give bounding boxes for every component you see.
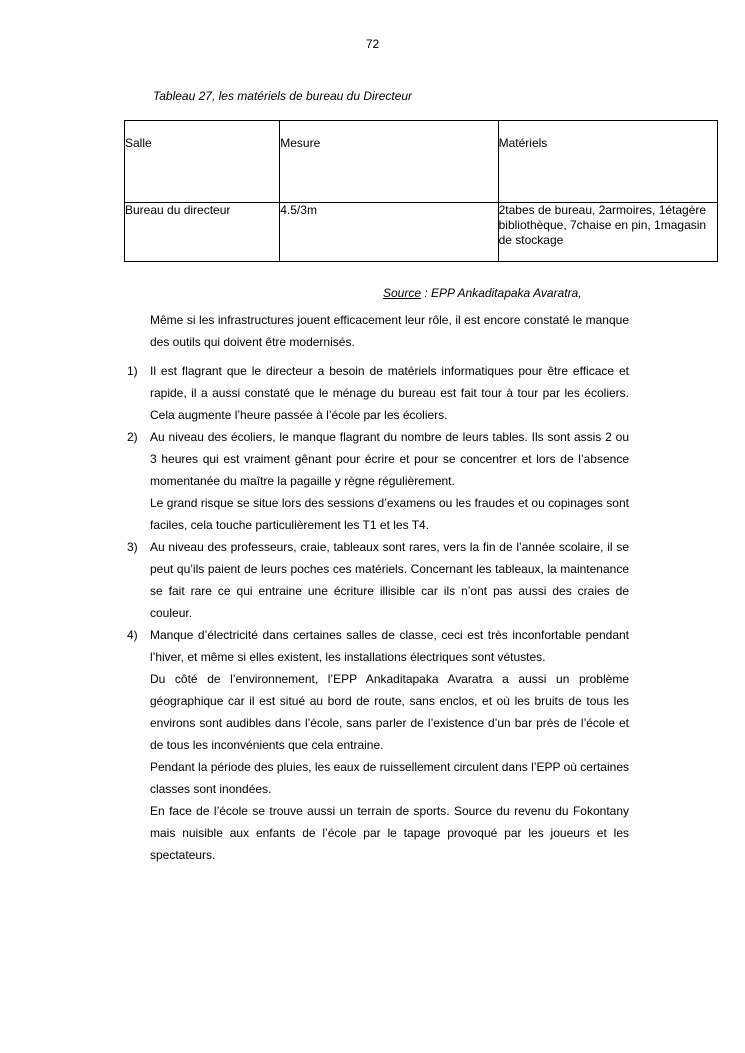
intro-paragraph: Même si les infrastructures jouent efficacement leur rôle, il est encore constaté le manque des outils qui doivent être modernisés. — [150, 313, 629, 349]
list-item — [0, 536, 629, 624]
source-label: Source — [383, 286, 422, 300]
list-paragraph: Au niveau des professeurs, craie, tableaux sont rares, vers la fin de l’année scolaire, il se peut qu’ils paient de leurs poches ces matériels. Concernant les tableaux, la maintenance se fait rare ce qui entraine une écriture illisible car ils n’ont pas aussi des craies de couleur. — [150, 540, 629, 620]
list-number: 3) — [127, 540, 138, 554]
page-number: 72 — [365, 37, 380, 51]
list-paragraph: Le grand risque se situe lors des sessions d’examens ou les fraudes et ou copinages sont faciles, cela touche particulièrement les T1 et les T4. — [150, 496, 629, 532]
list-paragraph: Pendant la période des pluies, les eaux de ruissellement circulent dans l’EPP où certaines classes sont inondées. — [150, 760, 629, 796]
header-materiels — [498, 121, 717, 203]
list-number: 4) — [127, 628, 138, 642]
header-mesure-label: Mesure — [280, 136, 321, 150]
final-paragraph: En face de l’école se trouve aussi un terrain de sports. Source du revenu du Fokontany mais nuisible aux enfants de l’école par le tapage provoqué par les joueurs et les spectateurs. — [150, 804, 629, 862]
cell-salle: Bureau du directeur — [125, 203, 280, 262]
cell-mesure: 4.5/3m — [280, 203, 498, 262]
table-header-row — [125, 121, 718, 203]
list-item — [0, 624, 629, 800]
list-paragraph: Manque d’électricité dans certaines salles de classe, ceci est très inconfortable pendant l’hiver, et même si elles existent, les installations électriques sont vétustes. — [150, 628, 629, 664]
table-caption: Tableau 27, les matériels de bureau du Directeur — [153, 89, 413, 103]
header-salle — [125, 121, 280, 203]
header-salle-label: Salle — [125, 136, 152, 150]
header-mesure — [280, 121, 498, 203]
list-number: 2) — [127, 430, 138, 444]
numbered-list — [0, 360, 745, 800]
list-number: 1) — [127, 364, 138, 378]
list-item — [0, 426, 629, 536]
header-materiels-label: Matériels — [498, 136, 548, 150]
materials-table — [124, 120, 718, 262]
list-item — [0, 360, 629, 426]
list-paragraph: Il est flagrant que le directeur a besoin de matériels informatiques pour être efficace et rapide, il a aussi constaté que le ménage du bureau est fait tour à tour par les écoliers. Cela augmente l’heure passée à l’école par les écoliers. — [150, 364, 629, 422]
list-paragraph: Au niveau des écoliers, le manque flagrant du nombre de leurs tables. Ils sont assis 2 ou 3 heures qui est vraiment gênant pour écrire et pour se concentrer et lors de l’absence momentanée du maître la pagaille y règne régulièrement. — [150, 430, 629, 488]
list-paragraph: Du côté de l’environnement, l’EPP Ankaditapaka Avaratra a aussi un problème géographique car il est situé au bord de route, sans enclos, et où les bruits de tous les environs sont audibles dans l’école, sans parler de l’existence d’un bar près de l’école et de tous les inconvénients que cela entraine. — [150, 672, 629, 752]
source-text: : EPP Ankaditapaka Avaratra, — [421, 286, 582, 300]
source-note — [383, 286, 582, 300]
cell-materiels: 2tabes de bureau, 2armoires, 1étagère bibliothèque, 7chaise en pin, 1magasin de stockage — [498, 203, 717, 262]
table-row — [125, 203, 718, 262]
